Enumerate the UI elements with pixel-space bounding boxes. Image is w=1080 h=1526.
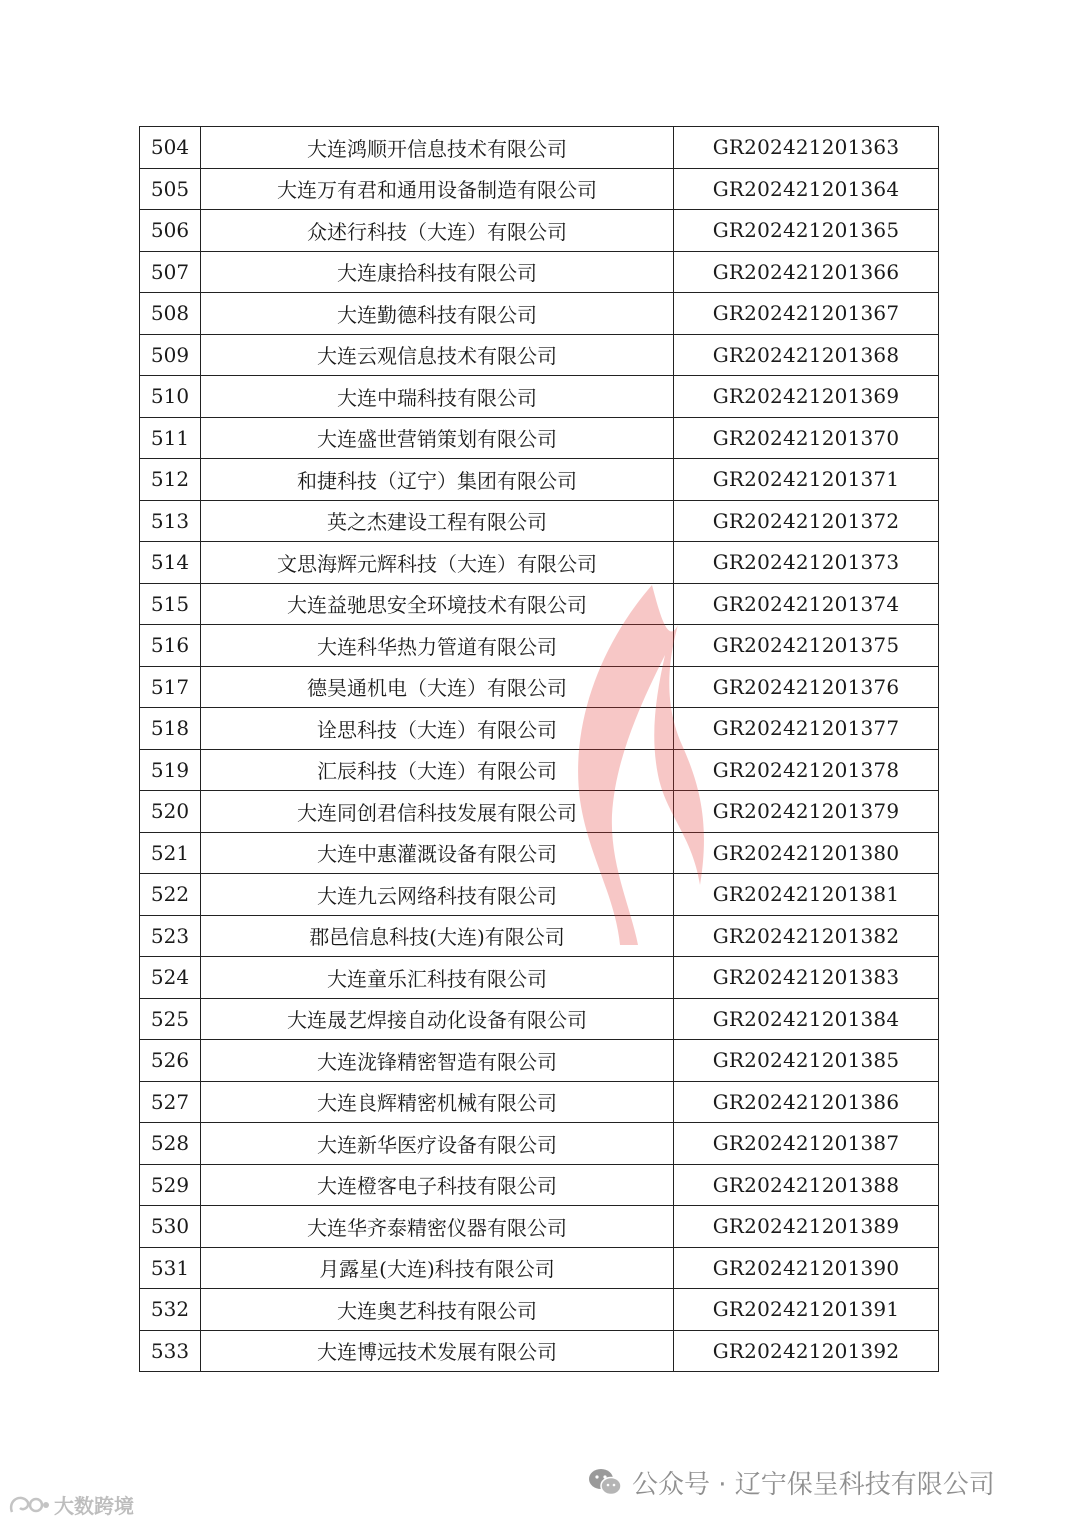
- row-number: 515: [140, 583, 201, 625]
- company-name: 大连奥艺科技有限公司: [201, 1289, 674, 1331]
- company-name: 郡邑信息科技(大连)有限公司: [201, 915, 674, 957]
- row-number: 525: [140, 998, 201, 1040]
- wechat-icon: [588, 1467, 622, 1497]
- footer-text: 公众号 · 辽宁保呈科技有限公司: [632, 1469, 995, 1500]
- table-row: [140, 708, 939, 750]
- row-number: 510: [140, 376, 201, 418]
- company-name: 大连橙客电子科技有限公司: [201, 1164, 674, 1206]
- certificate-code: GR202421201385: [674, 1040, 939, 1082]
- company-name: 众述行科技（大连）有限公司: [201, 210, 674, 252]
- certificate-code: GR202421201371: [674, 459, 939, 501]
- row-number: 528: [140, 1123, 201, 1165]
- table-row: [140, 210, 939, 252]
- row-number: 532: [140, 1289, 201, 1331]
- company-name: 大连良辉精密机械有限公司: [201, 1081, 674, 1123]
- row-number: 511: [140, 417, 201, 459]
- certificate-code: GR202421201375: [674, 625, 939, 667]
- table-row: [140, 376, 939, 418]
- certificate-code: GR202421201365: [674, 210, 939, 252]
- company-name: 大连童乐汇科技有限公司: [201, 957, 674, 999]
- table-row: [140, 127, 939, 169]
- company-name: 月露星(大连)科技有限公司: [201, 1247, 674, 1289]
- company-name: 大连新华医疗设备有限公司: [201, 1123, 674, 1165]
- row-number: 521: [140, 832, 201, 874]
- row-number: 523: [140, 915, 201, 957]
- company-name: 大连晟艺焊接自动化设备有限公司: [201, 998, 674, 1040]
- table-row: [140, 1040, 939, 1082]
- company-name: 大连九云网络科技有限公司: [201, 874, 674, 916]
- certificate-code: GR202421201387: [674, 1123, 939, 1165]
- table-row: [140, 1206, 939, 1248]
- row-number: 531: [140, 1247, 201, 1289]
- logo-swirl-icon: [6, 1492, 50, 1518]
- row-number: 513: [140, 500, 201, 542]
- row-number: 529: [140, 1164, 201, 1206]
- certificate-code: GR202421201372: [674, 500, 939, 542]
- company-name: 大连中瑞科技有限公司: [201, 376, 674, 418]
- company-name: 大连鸿顺开信息技术有限公司: [201, 127, 674, 169]
- table-row: [140, 1081, 939, 1123]
- row-number: 514: [140, 542, 201, 584]
- table-row: [140, 1164, 939, 1206]
- table-row: [140, 749, 939, 791]
- company-name: 汇辰科技（大连）有限公司: [201, 749, 674, 791]
- table-row: [140, 791, 939, 833]
- company-table: [139, 126, 939, 1372]
- table-row: [140, 957, 939, 999]
- certificate-code: GR202421201392: [674, 1330, 939, 1372]
- certificate-code: GR202421201381: [674, 874, 939, 916]
- table-row: [140, 1247, 939, 1289]
- row-number: 506: [140, 210, 201, 252]
- certificate-code: GR202421201386: [674, 1081, 939, 1123]
- row-number: 512: [140, 459, 201, 501]
- table-row: [140, 915, 939, 957]
- table-row: [140, 1289, 939, 1331]
- certificate-code: GR202421201364: [674, 168, 939, 210]
- certificate-code: GR202421201383: [674, 957, 939, 999]
- company-name: 大连万有君和通用设备制造有限公司: [201, 168, 674, 210]
- certificate-code: GR202421201382: [674, 915, 939, 957]
- company-name: 大连云观信息技术有限公司: [201, 334, 674, 376]
- row-number: 524: [140, 957, 201, 999]
- certificate-code: GR202421201378: [674, 749, 939, 791]
- certificate-code: GR202421201377: [674, 708, 939, 750]
- table-row: [140, 832, 939, 874]
- row-number: 507: [140, 251, 201, 293]
- company-name: 大连盛世营销策划有限公司: [201, 417, 674, 459]
- certificate-code: GR202421201389: [674, 1206, 939, 1248]
- row-number: 504: [140, 127, 201, 169]
- table-row: [140, 168, 939, 210]
- row-number: 516: [140, 625, 201, 667]
- row-number: 505: [140, 168, 201, 210]
- company-name: 英之杰建设工程有限公司: [201, 500, 674, 542]
- row-number: 526: [140, 1040, 201, 1082]
- certificate-code: GR202421201388: [674, 1164, 939, 1206]
- corner-watermark: [6, 1490, 134, 1519]
- certificate-code: GR202421201373: [674, 542, 939, 584]
- row-number: 522: [140, 874, 201, 916]
- table-row: [140, 542, 939, 584]
- company-name: 德昊通机电（大连）有限公司: [201, 666, 674, 708]
- row-number: 527: [140, 1081, 201, 1123]
- corner-watermark-text: 大数跨境: [54, 1494, 134, 1518]
- row-number: 518: [140, 708, 201, 750]
- certificate-code: GR202421201370: [674, 417, 939, 459]
- certificate-code: GR202421201376: [674, 666, 939, 708]
- certificate-code: GR202421201391: [674, 1289, 939, 1331]
- company-name: 诠思科技（大连）有限公司: [201, 708, 674, 750]
- row-number: 520: [140, 791, 201, 833]
- table-row: [140, 583, 939, 625]
- table-row: [140, 874, 939, 916]
- company-table-body: [140, 127, 939, 1372]
- table-row: [140, 500, 939, 542]
- company-name: 大连益驰思安全环境技术有限公司: [201, 583, 674, 625]
- certificate-code: GR202421201380: [674, 832, 939, 874]
- row-number: 508: [140, 293, 201, 335]
- certificate-code: GR202421201368: [674, 334, 939, 376]
- company-name: 文思海辉元辉科技（大连）有限公司: [201, 542, 674, 584]
- table-row: [140, 666, 939, 708]
- certificate-code: GR202421201366: [674, 251, 939, 293]
- row-number: 509: [140, 334, 201, 376]
- certificate-code: GR202421201374: [674, 583, 939, 625]
- row-number: 517: [140, 666, 201, 708]
- table-row: [140, 998, 939, 1040]
- footer-attribution: [588, 1462, 995, 1502]
- table-row: [140, 459, 939, 501]
- table-row: [140, 1330, 939, 1372]
- company-name: 大连华齐泰精密仪器有限公司: [201, 1206, 674, 1248]
- certificate-code: GR202421201367: [674, 293, 939, 335]
- company-name: 大连同创君信科技发展有限公司: [201, 791, 674, 833]
- company-name: 大连勤德科技有限公司: [201, 293, 674, 335]
- table-row: [140, 1123, 939, 1165]
- certificate-code: GR202421201384: [674, 998, 939, 1040]
- row-number: 533: [140, 1330, 201, 1372]
- table-row: [140, 334, 939, 376]
- certificate-code: GR202421201390: [674, 1247, 939, 1289]
- certificate-code: GR202421201379: [674, 791, 939, 833]
- company-name: 和捷科技（辽宁）集团有限公司: [201, 459, 674, 501]
- company-name: 大连博远技术发展有限公司: [201, 1330, 674, 1372]
- company-name: 大连泷锋精密智造有限公司: [201, 1040, 674, 1082]
- company-name: 大连科华热力管道有限公司: [201, 625, 674, 667]
- company-name: 大连康拾科技有限公司: [201, 251, 674, 293]
- certificate-code: GR202421201363: [674, 127, 939, 169]
- row-number: 519: [140, 749, 201, 791]
- certificate-code: GR202421201369: [674, 376, 939, 418]
- table-row: [140, 417, 939, 459]
- table-row: [140, 625, 939, 667]
- table-row: [140, 251, 939, 293]
- company-name: 大连中惠灌溉设备有限公司: [201, 832, 674, 874]
- row-number: 530: [140, 1206, 201, 1248]
- table-row: [140, 293, 939, 335]
